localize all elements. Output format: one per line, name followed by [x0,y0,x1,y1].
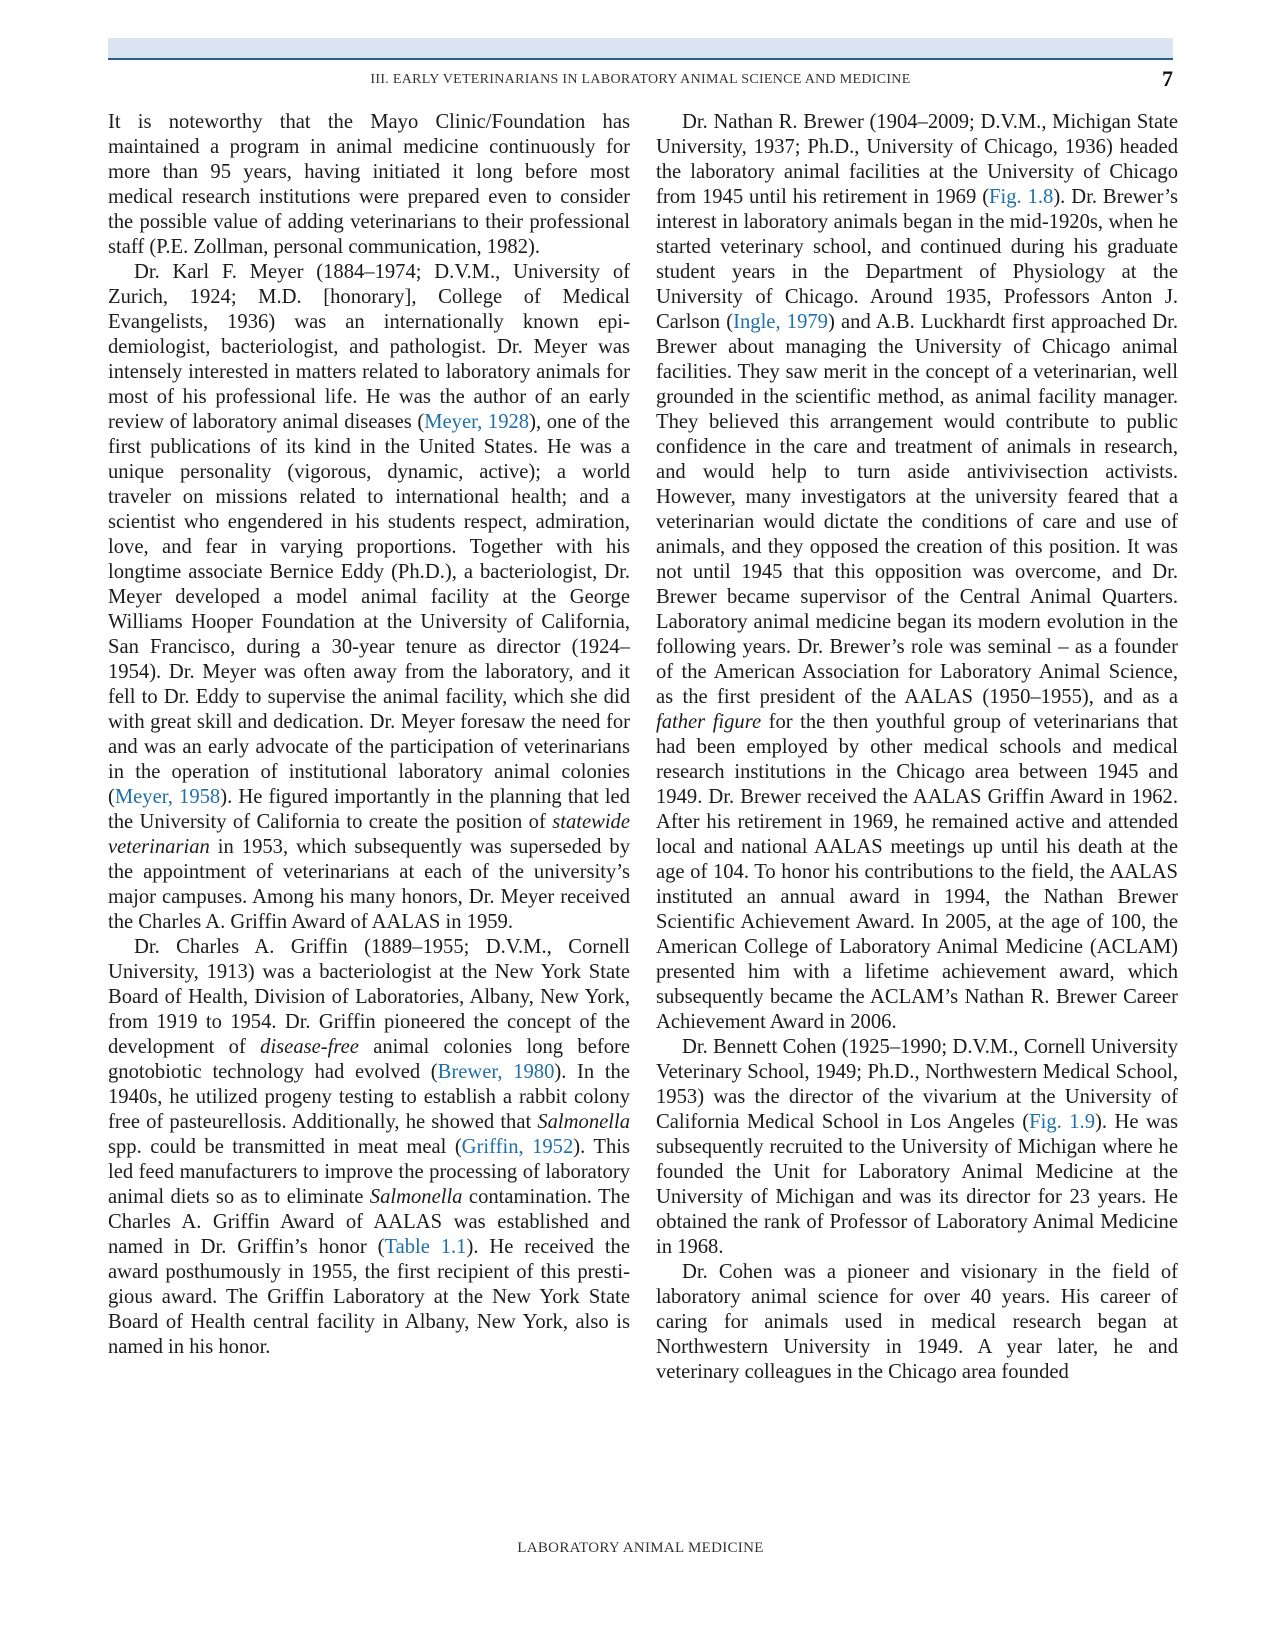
paragraph-text: spp. could be transmitted in meat meal ( [108,1136,462,1158]
italic-term: disease-free [260,1036,359,1058]
table-link-1-1[interactable]: Table 1.1 [384,1236,467,1258]
paragraph-text: Dr. Karl F. Meyer (1884–1974; D.V.M., University of Zurich, 1924; M.D. [honorary], College of Medical Evangelists, 1936) was an internationally known epidemiologist, bacteriologist, and pathologist. Dr. Meyer was intensely interested in matters related to laboratory animals for most of his professional life. He was the author of an early review of laboratory animal diseases ( [108,261,630,433]
page-number: 7 [1162,66,1173,91]
paragraph-text: ). He figured importantly in the planning that led the University of California to create the position of [108,786,630,833]
paragraph-text: Dr. Cohen was a pioneer and visionary in the field of laboratory animal science for over 40 years. His career of caring for animals used in medical research began at Northwestern University in 1949. A year later, he and veterinary colleagues in the Chicago area founded [656,1261,1178,1383]
italic-term: father figure [656,711,762,733]
paragraph-text: ) and A.B. Luckhardt first approached Dr. Brewer about managing the University of Chicago animal facilities. They saw merit in the concept of a veterinarian, well grounded in the scientific method, as animal facility manager. They believed this arrangement would contribute to public confidence in the care and treatment of animals in research, and would help to turn aside antivivisection activists. However, many investigators at the university feared that a veterinarian would dictate the conditions of care and use of animals, and they opposed the creation of this position. It was not until 1945 that this opposition was overcome, and Dr. Brewer became supervisor of the Central Animal Quarters. Laboratory animal medicine began its modern evolution in the following years. Dr. Brewer’s role was seminal – as a founder of the American Association for Laboratory Animal Science, as the first president of the AALAS (1950–1955), and as a [656,311,1178,708]
paragraph-text: ), one of the first publications of its kind in the United States. He was a unique personality (vigorous, dynamic, active); a world traveler on missions related to international health; and a scientist who engendered in his students respect, admiration, love, and fear in varying proportions. Together with his longtime associate Bernice Eddy (Ph.D.), a bacteriologist, Dr. Meyer developed a model animal facility at the George Williams Hooper Foundation at the University of California, San Francisco, during a 30-year tenure as director (1924–1954). Dr. Meyer was often away from the laboratory, and it fell to Dr. Eddy to supervise the animal facility, which she did with great skill and dedication. Dr. Meyer foresaw the need for and was an early advocate of the participation of veterinarians in the operation of institutional laboratory animal colonies ( [108,411,630,808]
citation-link-brewer-1980[interactable]: Brewer, 1980 [437,1061,555,1083]
paragraph-text: ). He received the award posthumously in 1955, the first recipient of this prestigious award. The Griffin Laboratory at the New York State Board of Health central facility in Albany, New York, also is named in his honor. [108,1236,630,1358]
running-head: III. EARLY VETERINARIANS IN LABORATORY ANIMAL SCIENCE AND MEDICINE [370,72,911,87]
paragraph-bennett-cohen [656,1035,1178,1260]
left-column [108,110,630,1360]
paragraph-karl-meyer [108,260,630,935]
paragraph-text: for the then youthful group of veterinarians that had been employed by other medical schools and medical research institutions in the Chicago area between 1945 and 1949. Dr. Brewer received the AALAS Griffin Award in 1962. After his retirement in 1969, he remained active and attended local and national AALAS meetings up until his death at the age of 104. To honor his contributions to the field, the AALAS instituted an annual award in 1994, the Nathan Brewer Scientific Achievement Award. In 2005, at the age of 100, the American College of Laboratory Animal Medicine (ACLAM) presented him with a lifetime achievement award, which subsequently became the ACLAM’s Nathan R. Brewer Career Achievement Award in 2006. [656,711,1178,1033]
paragraph-text: It is noteworthy that the Mayo Clinic/Foundation has maintained a program in animal medicine continuously for more than 95 years, having initiated it long before most medical research institutions were prepared even to consider the possible value of adding veterinarians to their professional staff (P.E. Zollman, personal communication, 1982). [108,111,630,258]
paragraph-text: ). This led feed manufacturers to improve the processing of laboratory animal diets so as to eliminate [108,1136,630,1208]
paragraph-text: animal colonies long before gnotobiotic technology had evolved ( [108,1036,630,1083]
italic-term: Salmonella [537,1111,630,1133]
italic-term: Salmonella [369,1186,463,1208]
paragraph-text: Dr. Bennett Cohen (1925–1990; D.V.M., Cornell University Veterinary School, 1949; Ph.D., Northwestern Medical School, 1953) was the director of the vivarium at the University of California Medical School in Los Angeles ( [656,1036,1178,1133]
header-band [108,38,1173,60]
footer-book-title: LABORATORY ANIMAL MEDICINE [517,1540,764,1556]
paragraph-text: ). In the 1940s, he utilized progeny testing to establish a rabbit colony free of pasteurellosis. Additionally, he showed that [108,1061,630,1133]
paragraph-cohen-pioneer [656,1260,1178,1385]
paragraph-nathan-brewer [656,110,1178,1035]
citation-link-ingle-1979[interactable]: Ingle, 1979 [733,311,828,333]
figure-link-1-8[interactable]: Fig. 1.8 [989,186,1054,208]
citation-link-griffin-1952[interactable]: Griffin, 1952 [461,1136,574,1158]
citation-link-meyer-1958[interactable]: Meyer, 1958 [114,786,221,808]
paragraph-text: in 1953, which subsequently was superseded by the appointment of veterinarians at each of the university’s major campuses. Among his many honors, Dr. Meyer received the Charles A. Griffin Award of AALAS in 1959. [108,836,630,933]
paragraph-text: contamination. The Charles A. Griffin Award of AALAS was established and named in Dr. Griffin’s honor ( [108,1186,630,1258]
italic-term: statewide veterinarian [108,811,630,858]
paragraph-text: ). Dr. Brewer’s interest in laboratory animals began in the mid-1920s, when he started veterinary school, and continued during his graduate student years in the Department of Physiology at the University of Chicago. Around 1935, Professors Anton J. Carlson ( [656,186,1178,333]
citation-link-meyer-1928[interactable]: Meyer, 1928 [424,411,530,433]
right-column [656,110,1178,1385]
paragraph-text: ). He was subsequently recruited to the University of Michigan where he founded the Unit for Laboratory Animal Medicine at the University of Michigan and was its director for 23 years. He obtained the rank of Professor of Laboratory Animal Medicine in 1968. [656,1111,1178,1258]
paragraph-charles-griffin [108,935,630,1360]
paragraph-text: Dr. Charles A. Griffin (1889–1955; D.V.M., Cornell University, 1913) was a bacteriologist at the New York State Board of Health, Division of Laboratories, Albany, New York, from 1919 to 1954. Dr. Griffin pioneered the concept of the development of [108,936,630,1058]
figure-link-1-9[interactable]: Fig. 1.9 [1029,1111,1095,1133]
paragraph-mayo-clinic [108,110,630,260]
paragraph-text: Dr. Nathan R. Brewer (1904–2009; D.V.M., Michigan State University, 1937; Ph.D., University of Chicago, 1936) headed the laboratory animal facilities at the University of Chicago from 1945 until his retirement in 1969 ( [656,111,1178,208]
